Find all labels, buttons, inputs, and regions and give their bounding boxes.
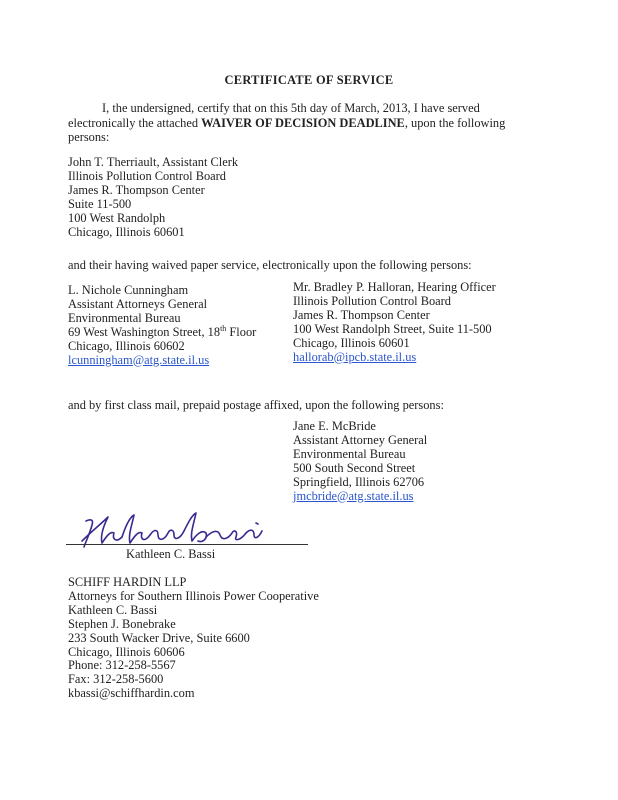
signature-line bbox=[66, 544, 308, 545]
intro-line-3: persons: bbox=[68, 130, 110, 144]
waived-service-text: and their having waived paper service, electronically upon the following persons: bbox=[68, 258, 472, 272]
street-floor: Floor bbox=[226, 324, 257, 339]
firm-attorney: Stephen J. Bonebrake bbox=[68, 616, 176, 631]
intro-line-2-pre: electronically the attached bbox=[68, 115, 202, 130]
firm-client: Attorneys for Southern Illinois Power Cooperative bbox=[68, 588, 319, 603]
street-sup: th bbox=[220, 323, 227, 333]
left-recipient-city: Chicago, Illinois 60602 bbox=[68, 338, 185, 353]
document-title: CERTIFICATE OF SERVICE bbox=[224, 73, 394, 87]
intro-line-2-post: , upon the following bbox=[404, 115, 506, 130]
firm-name: SCHIFF HARDIN LLP bbox=[68, 575, 187, 589]
left-recipient-street bbox=[68, 323, 257, 340]
intro-paragraph bbox=[68, 101, 520, 145]
right-recipient-address bbox=[293, 281, 496, 364]
right-recipient-line: Illinois Pollution Control Board bbox=[293, 293, 451, 308]
mail-recipient-line: Environmental Bureau bbox=[293, 446, 406, 461]
mail-recipient-line: Assistant Attorney General bbox=[293, 432, 428, 447]
left-recipient-name: L. Nichole Cunningham bbox=[68, 283, 189, 297]
left-recipient-email-link[interactable]: lcunningham@atg.state.il.us bbox=[68, 352, 210, 367]
clerk-line: James R. Thompson Center bbox=[68, 182, 205, 197]
right-recipient-line: Chicago, Illinois 60601 bbox=[293, 335, 410, 350]
intro-line-2 bbox=[68, 116, 520, 131]
document-name: WAIVER OF DECISION DEADLINE bbox=[201, 115, 405, 130]
clerk-line: Chicago, Illinois 60601 bbox=[68, 224, 185, 239]
clerk-line: 100 West Randolph bbox=[68, 210, 166, 225]
street-text: 69 West Washington Street, 18 bbox=[68, 324, 221, 339]
right-recipient-line: James R. Thompson Center bbox=[293, 307, 430, 322]
mail-recipient-line: Springfield, Illinois 62706 bbox=[293, 474, 425, 489]
signature-name: Kathleen C. Bassi bbox=[126, 547, 216, 561]
left-recipient-title: Assistant Attorneys General bbox=[68, 296, 208, 311]
right-recipient-line: Mr. Bradley P. Halloran, Hearing Officer bbox=[293, 280, 496, 294]
mail-recipient-line: 500 South Second Street bbox=[293, 460, 416, 475]
first-class-mail-text: and by first class mail, prepaid postage affixed, upon the following persons: bbox=[68, 398, 444, 412]
intro-line-1: I, the undersigned, certify that on this 5th day of March, 2013, I have served bbox=[102, 101, 480, 115]
clerk-line: Suite 11-500 bbox=[68, 196, 132, 211]
firm-email: kbassi@schiffhardin.com bbox=[68, 686, 195, 701]
clerk-line: John T. Therriault, Assistant Clerk bbox=[68, 155, 239, 169]
clerk-line: Illinois Pollution Control Board bbox=[68, 168, 226, 183]
left-recipient-address bbox=[68, 284, 256, 367]
firm-city: Chicago, Illinois 60606 bbox=[68, 644, 185, 659]
mail-recipient-email-link[interactable]: jmcbride@atg.state.il.us bbox=[293, 488, 414, 503]
firm-street: 233 South Wacker Drive, Suite 6600 bbox=[68, 630, 250, 645]
firm-fax: Fax: 312-258-5600 bbox=[68, 672, 164, 687]
right-recipient-email-link[interactable]: hallorab@ipcb.state.il.us bbox=[293, 349, 417, 364]
clerk-address bbox=[68, 156, 238, 239]
mail-recipient-address bbox=[293, 420, 427, 503]
firm-phone: Phone: 312-258-5567 bbox=[68, 658, 176, 673]
mail-recipient-line: Jane E. McBride bbox=[293, 419, 376, 433]
firm-attorney: Kathleen C. Bassi bbox=[68, 602, 158, 617]
left-recipient-bureau: Environmental Bureau bbox=[68, 310, 181, 325]
right-recipient-line: 100 West Randolph Street, Suite 11-500 bbox=[293, 321, 492, 336]
firm-signature-block bbox=[68, 576, 319, 701]
